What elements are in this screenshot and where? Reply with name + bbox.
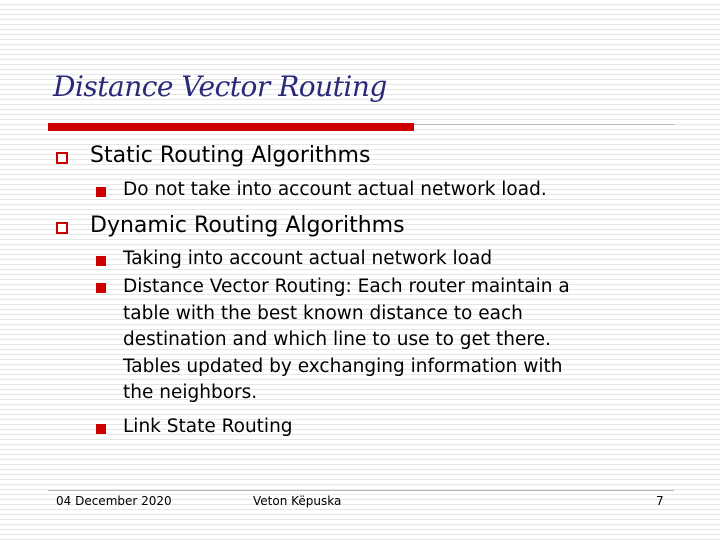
footer-author: Veton Këpuska	[253, 494, 342, 508]
bullet-dynamic-routing: Dynamic Routing Algorithms	[90, 213, 405, 238]
filled-square-bullet-icon	[96, 187, 106, 197]
distance-vector-line-4: Tables updated by exchanging information with	[123, 355, 563, 377]
distance-vector-line-3: destination and which line to use to get there.	[123, 329, 551, 350]
footer-date: 04 December 2020	[56, 494, 172, 508]
slide-title: Distance Vector Routing	[53, 70, 387, 103]
hollow-square-bullet-icon	[56, 222, 68, 234]
footer-rule	[48, 490, 674, 491]
bullet-static-routing: Static Routing Algorithms	[90, 143, 371, 168]
distance-vector-line-1: Distance Vector Routing: Each router maintain a	[123, 276, 570, 297]
sub-bullet-link-state: Link State Routing	[123, 416, 293, 437]
filled-square-bullet-icon	[96, 424, 106, 434]
sub-bullet-distance-vector	[123, 274, 570, 407]
sub-bullet-static-load: Do not take into account actual network load.	[123, 179, 547, 200]
distance-vector-line-2: table with the best known distance to each	[123, 302, 523, 324]
footer-page-number: 7	[656, 494, 664, 508]
sub-bullet-network-load: Taking into account actual network load	[123, 248, 493, 269]
filled-square-bullet-icon	[96, 256, 106, 266]
hollow-square-bullet-icon	[56, 152, 68, 164]
filled-square-bullet-icon	[96, 283, 106, 293]
distance-vector-line-5: the neighbors.	[123, 382, 258, 403]
title-accent-bar	[48, 123, 414, 131]
